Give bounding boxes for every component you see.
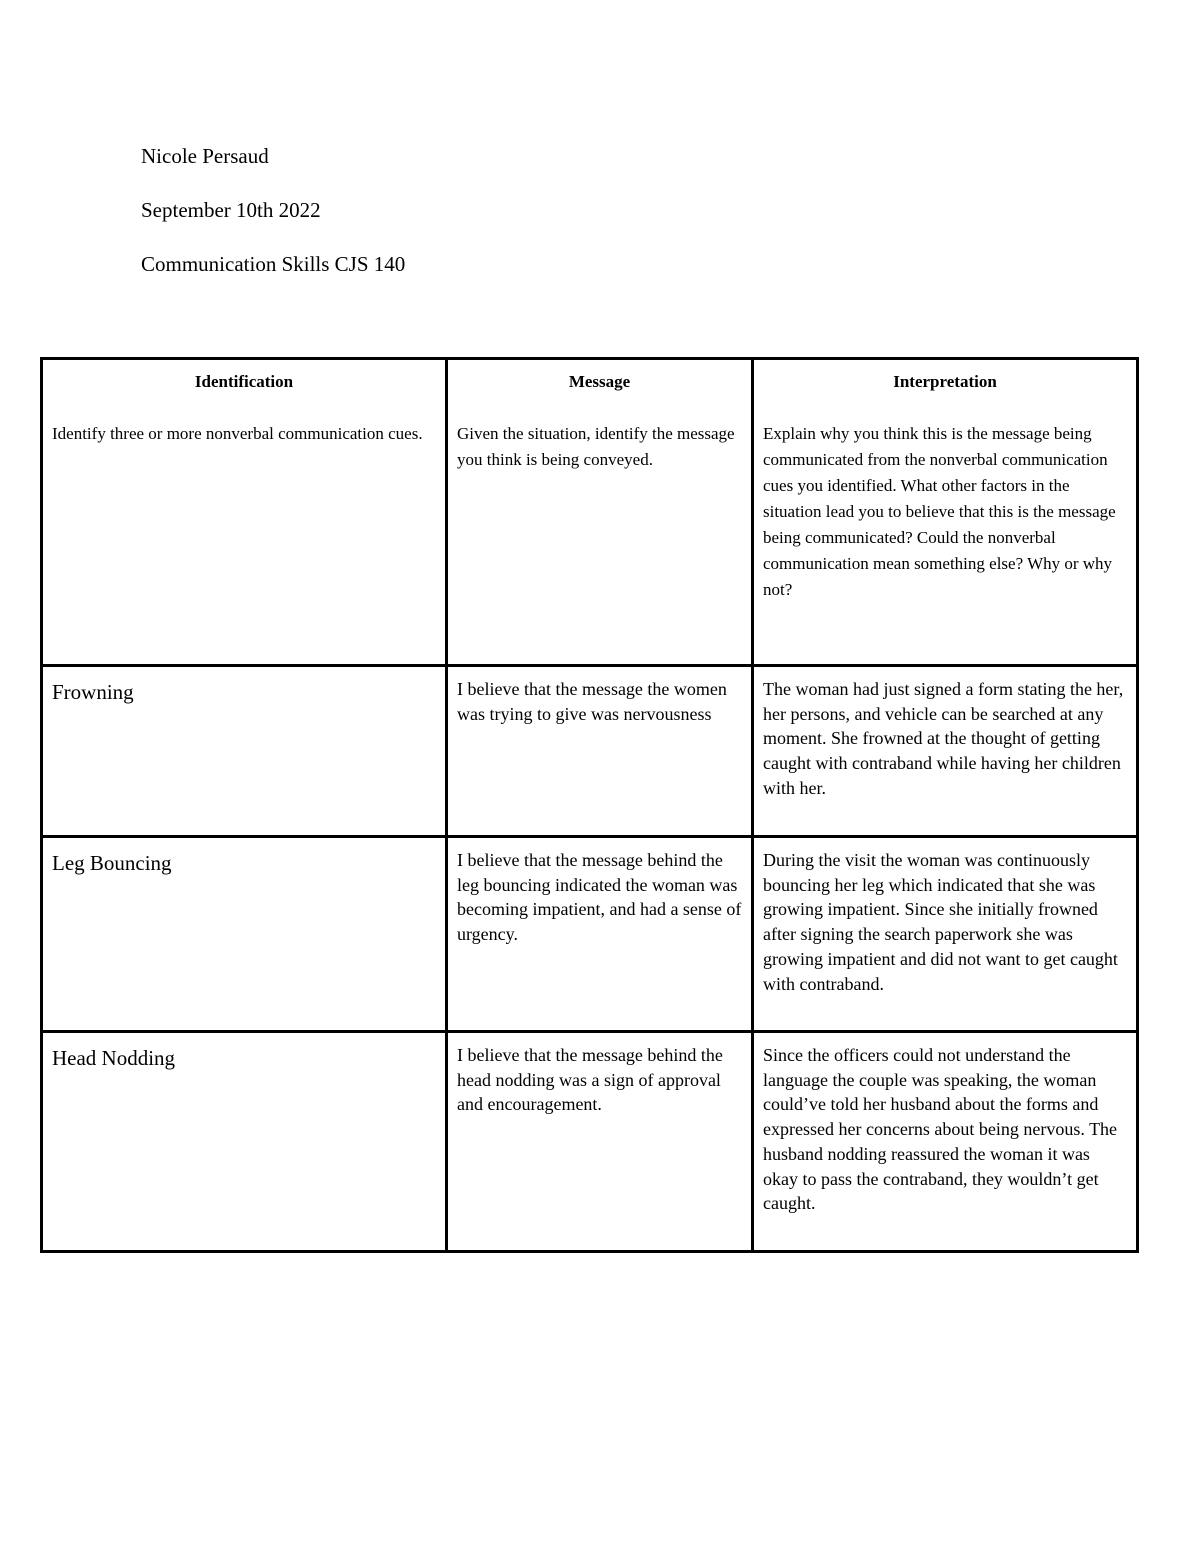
cue-name: Head Nodding [52,1046,176,1070]
nonverbal-cues-table [40,357,1139,1253]
identification-title: Identification [194,372,294,391]
message-cell [447,666,753,837]
interpretation-description: Explain why you think this is the message being communicated from the nonverbal communication cues you identified. What other factors in the situation lead you to believe that this is the message being communicated? Could the nonverbal communication mean something else? Why or why not? [763,424,1116,599]
author-name: Nicole Persaud [141,144,269,168]
identification-header-cell [42,359,447,666]
cue-cell [42,1032,447,1252]
message-text: I believe that the message the women was trying to give was nervousness [457,679,727,724]
table-row [42,837,1138,1032]
message-header-cell [447,359,753,666]
interpretation-title: Interpretation [893,372,997,391]
cue-cell [42,666,447,837]
message-title: Message [568,372,631,391]
table-header-row [42,359,1138,666]
message-text: I believe that the message behind the leg bouncing indicated the woman was becoming impatient, and had a sense of urgency. [457,850,742,945]
cue-cell [42,837,447,1032]
course-title: Communication Skills CJS 140 [141,252,406,276]
interpretation-text: Since the officers could not understand the language the couple was speaking, the woman could’ve told her husband about the forms and expressed her concerns about being nervous. The husband nodding reassured the woman it was okay to pass the contraband, they wouldn’t get caught. [763,1045,1118,1214]
interpretation-cell [753,666,1138,837]
interpretation-cell [753,837,1138,1032]
document-header [141,140,405,302]
interpretation-header-cell [753,359,1138,666]
interpretation-text: During the visit the woman was continuously bouncing her leg which indicated that she was growing impatient. Since she initially frowned after signing the search paperwork she was growing impatient and did not want to get caught with contraband. [763,850,1118,994]
document-date: September 10th 2022 [141,198,321,222]
message-description: Given the situation, identify the message you think is being conveyed. [457,424,735,469]
identification-description: Identify three or more nonverbal communication cues. [52,424,423,443]
table-row [42,1032,1138,1252]
interpretation-cell [753,1032,1138,1252]
message-cell [447,1032,753,1252]
message-text: I believe that the message behind the head nodding was a sign of approval and encouragement. [457,1045,723,1115]
table-row [42,666,1138,837]
cue-name: Leg Bouncing [52,851,172,875]
cue-name: Frowning [52,680,134,704]
message-cell [447,837,753,1032]
interpretation-text: The woman had just signed a form stating the her, her persons, and vehicle can be searched at any moment. She frowned at the thought of getting caught with contraband while having her children with her. [763,679,1124,798]
